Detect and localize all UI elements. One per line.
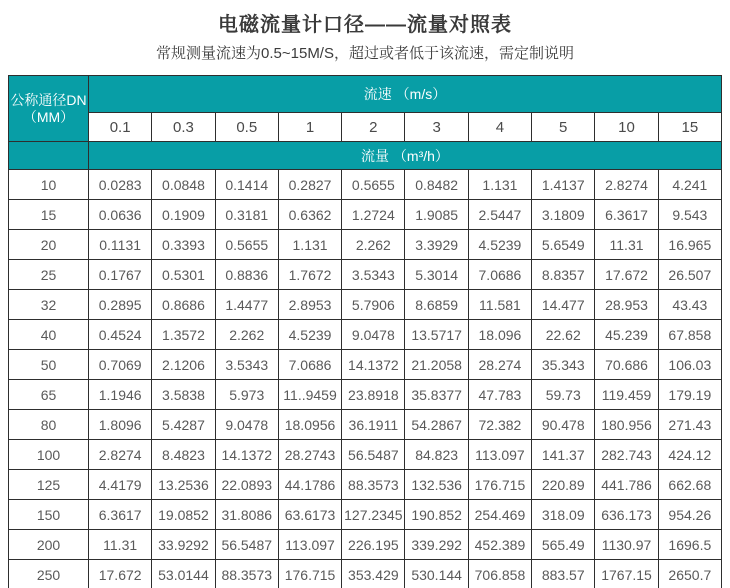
flow-value-cell: 31.8086 — [215, 500, 278, 530]
flow-value-cell: 9.0478 — [342, 320, 405, 350]
flow-value-cell: 18.0956 — [278, 410, 341, 440]
flow-band-corner-cell — [9, 142, 89, 170]
flow-value-cell: 0.7069 — [89, 350, 152, 380]
dn-cell: 20 — [9, 230, 89, 260]
flow-value-cell: 3.5838 — [152, 380, 215, 410]
flow-value-cell: 28.2743 — [278, 440, 341, 470]
flow-value-cell: 179.19 — [658, 380, 721, 410]
flow-value-cell: 0.5655 — [215, 230, 278, 260]
flow-value-cell: 35.8377 — [405, 380, 468, 410]
flow-value-cell: 6.3617 — [89, 500, 152, 530]
flow-value-cell: 0.5301 — [152, 260, 215, 290]
flow-value-cell: 0.2895 — [89, 290, 152, 320]
flow-value-cell: 0.0283 — [89, 170, 152, 200]
table-row — [9, 170, 722, 200]
flow-value-cell: 13.2536 — [152, 470, 215, 500]
flow-value-cell: 26.507 — [658, 260, 721, 290]
table-row — [9, 320, 722, 350]
velocity-value-cell: 10 — [595, 113, 658, 142]
flow-value-cell: 3.5343 — [342, 260, 405, 290]
flow-value-cell: 113.097 — [468, 440, 531, 470]
flow-value-cell: 35.343 — [532, 350, 595, 380]
flow-group-header: 流量 （m³/h） — [89, 142, 722, 170]
flow-value-cell: 33.9292 — [152, 530, 215, 560]
dn-cell: 25 — [9, 260, 89, 290]
flow-value-cell: 4.5239 — [278, 320, 341, 350]
flow-value-cell: 1.2724 — [342, 200, 405, 230]
flow-value-cell: 0.1767 — [89, 260, 152, 290]
corner-header — [9, 76, 89, 142]
flow-value-cell: 2.262 — [215, 320, 278, 350]
flow-value-cell: 54.2867 — [405, 410, 468, 440]
flow-value-cell: 59.73 — [532, 380, 595, 410]
velocity-values-row — [9, 113, 722, 142]
flow-value-cell: 23.8918 — [342, 380, 405, 410]
flow-value-cell: 7.0686 — [278, 350, 341, 380]
flow-value-cell: 1767.15 — [595, 560, 658, 588]
table-row — [9, 200, 722, 230]
flow-value-cell: 0.3393 — [152, 230, 215, 260]
flow-value-cell: 441.786 — [595, 470, 658, 500]
flow-value-cell: 5.3014 — [405, 260, 468, 290]
flow-value-cell: 176.715 — [278, 560, 341, 588]
flow-value-cell: 63.6173 — [278, 500, 341, 530]
flow-value-cell: 22.0893 — [215, 470, 278, 500]
flow-value-cell: 2.8953 — [278, 290, 341, 320]
flow-value-cell: 119.459 — [595, 380, 658, 410]
flow-value-cell: 18.096 — [468, 320, 531, 350]
flow-value-cell: 11.31 — [595, 230, 658, 260]
flow-value-cell: 0.8482 — [405, 170, 468, 200]
flow-value-cell: 14.1372 — [215, 440, 278, 470]
dn-cell: 125 — [9, 470, 89, 500]
dn-cell: 100 — [9, 440, 89, 470]
dn-cell: 80 — [9, 410, 89, 440]
flow-value-cell: 1.131 — [468, 170, 531, 200]
dn-cell: 200 — [9, 530, 89, 560]
flow-value-cell: 19.0852 — [152, 500, 215, 530]
flow-value-cell: 17.672 — [89, 560, 152, 588]
flow-value-cell: 6.3617 — [595, 200, 658, 230]
flow-value-cell: 353.429 — [342, 560, 405, 588]
dn-cell: 15 — [9, 200, 89, 230]
flow-value-cell: 113.097 — [278, 530, 341, 560]
flow-value-cell: 0.5655 — [342, 170, 405, 200]
flow-value-cell: 3.1809 — [532, 200, 595, 230]
flow-value-cell: 141.37 — [532, 440, 595, 470]
flow-value-cell: 36.1911 — [342, 410, 405, 440]
flow-value-cell: 530.144 — [405, 560, 468, 588]
flow-value-cell: 1.3572 — [152, 320, 215, 350]
flow-value-cell: 220.89 — [532, 470, 595, 500]
flow-value-cell: 254.469 — [468, 500, 531, 530]
flow-value-cell: 2.262 — [342, 230, 405, 260]
flow-band-row — [9, 142, 722, 170]
flow-value-cell: 16.965 — [658, 230, 721, 260]
flow-value-cell: 2.8274 — [595, 170, 658, 200]
flow-value-cell: 4.4179 — [89, 470, 152, 500]
dn-cell: 32 — [9, 290, 89, 320]
flow-value-cell: 43.43 — [658, 290, 721, 320]
table-row — [9, 260, 722, 290]
page-title: 电磁流量计口径——流量对照表 — [218, 14, 512, 36]
flow-value-cell: 11.31 — [89, 530, 152, 560]
velocity-value-cell: 1 — [278, 113, 341, 142]
flow-value-cell: 180.956 — [595, 410, 658, 440]
flow-value-cell: 5.4287 — [152, 410, 215, 440]
flow-value-cell: 5.973 — [215, 380, 278, 410]
flow-value-cell: 271.43 — [658, 410, 721, 440]
flow-value-cell: 2.1206 — [152, 350, 215, 380]
flow-value-cell: 282.743 — [595, 440, 658, 470]
flow-value-cell: 0.4524 — [89, 320, 152, 350]
flow-value-cell: 84.823 — [405, 440, 468, 470]
flow-value-cell: 1.4477 — [215, 290, 278, 320]
flow-value-cell: 9.0478 — [215, 410, 278, 440]
flow-value-cell: 28.953 — [595, 290, 658, 320]
flow-value-cell: 190.852 — [405, 500, 468, 530]
flow-value-cell: 70.686 — [595, 350, 658, 380]
flow-value-cell: 1.131 — [278, 230, 341, 260]
flow-value-cell: 17.672 — [595, 260, 658, 290]
flow-value-cell: 127.2345 — [342, 500, 405, 530]
velocity-value-cell: 0.3 — [152, 113, 215, 142]
flow-value-cell: 339.292 — [405, 530, 468, 560]
velocity-value-cell: 15 — [658, 113, 721, 142]
flow-value-cell: 2650.7 — [658, 560, 721, 588]
flow-value-cell: 8.4823 — [152, 440, 215, 470]
velocity-group-header: 流速 （m/s） — [89, 76, 722, 113]
flow-value-cell: 67.858 — [658, 320, 721, 350]
flow-value-cell: 11.581 — [468, 290, 531, 320]
table-row — [9, 290, 722, 320]
flow-value-cell: 1.8096 — [89, 410, 152, 440]
flow-value-cell: 2.8274 — [89, 440, 152, 470]
flow-value-cell: 0.1909 — [152, 200, 215, 230]
table-row — [9, 410, 722, 440]
table-row — [9, 230, 722, 260]
velocity-value-cell: 3 — [405, 113, 468, 142]
flow-value-cell: 1130.97 — [595, 530, 658, 560]
velocity-value-cell: 0.5 — [215, 113, 278, 142]
flow-value-cell: 56.5487 — [215, 530, 278, 560]
flow-value-cell: 72.382 — [468, 410, 531, 440]
flow-value-cell: 452.389 — [468, 530, 531, 560]
flow-value-cell: 3.3929 — [405, 230, 468, 260]
flow-value-cell: 44.1786 — [278, 470, 341, 500]
flow-value-cell: 424.12 — [658, 440, 721, 470]
flow-value-cell: 9.543 — [658, 200, 721, 230]
velocity-band-row — [9, 76, 722, 113]
table-row — [9, 530, 722, 560]
flow-value-cell: 88.3573 — [215, 560, 278, 588]
flow-value-cell: 8.6859 — [405, 290, 468, 320]
flow-value-cell: 2.5447 — [468, 200, 531, 230]
velocity-value-cell: 2 — [342, 113, 405, 142]
table-body — [9, 170, 722, 588]
flow-value-cell: 22.62 — [532, 320, 595, 350]
dn-cell: 40 — [9, 320, 89, 350]
flow-value-cell: 90.478 — [532, 410, 595, 440]
flow-value-cell: 0.3181 — [215, 200, 278, 230]
flow-value-cell: 0.1131 — [89, 230, 152, 260]
table-row — [9, 440, 722, 470]
flow-value-cell: 706.858 — [468, 560, 531, 588]
flow-value-cell: 1.1946 — [89, 380, 152, 410]
table-row — [9, 500, 722, 530]
flow-value-cell: 3.5343 — [215, 350, 278, 380]
flow-value-cell: 8.8357 — [532, 260, 595, 290]
flow-value-cell: 0.8836 — [215, 260, 278, 290]
flow-value-cell: 1.9085 — [405, 200, 468, 230]
flow-value-cell: 226.195 — [342, 530, 405, 560]
dn-cell: 150 — [9, 500, 89, 530]
table-row — [9, 470, 722, 500]
flow-value-cell: 5.7906 — [342, 290, 405, 320]
flow-value-cell: 565.49 — [532, 530, 595, 560]
dn-cell: 65 — [9, 380, 89, 410]
flow-value-cell: 53.0144 — [152, 560, 215, 588]
dn-cell: 250 — [9, 560, 89, 588]
flow-value-cell: 7.0686 — [468, 260, 531, 290]
flow-value-cell: 13.5717 — [405, 320, 468, 350]
flow-value-cell: 5.6549 — [532, 230, 595, 260]
flow-value-cell: 0.1414 — [215, 170, 278, 200]
flow-value-cell: 14.1372 — [342, 350, 405, 380]
flow-value-cell: 176.715 — [468, 470, 531, 500]
flow-value-cell: 883.57 — [532, 560, 595, 588]
flow-value-cell: 662.68 — [658, 470, 721, 500]
flow-value-cell: 318.09 — [532, 500, 595, 530]
corner-header-line2: （MM） — [22, 108, 75, 125]
flow-value-cell: 636.173 — [595, 500, 658, 530]
corner-header-line1: 公称通径DN — [10, 91, 87, 108]
flow-value-cell: 47.783 — [468, 380, 531, 410]
flow-value-cell: 88.3573 — [342, 470, 405, 500]
flow-value-cell: 0.2827 — [278, 170, 341, 200]
velocity-value-cell: 4 — [468, 113, 531, 142]
flow-value-cell: 21.2058 — [405, 350, 468, 380]
table-row — [9, 560, 722, 588]
flow-value-cell: 106.03 — [658, 350, 721, 380]
flow-comparison-table — [8, 75, 722, 588]
table-row — [9, 380, 722, 410]
flow-value-cell: 1696.5 — [658, 530, 721, 560]
flow-value-cell: 45.239 — [595, 320, 658, 350]
flow-value-cell: 954.26 — [658, 500, 721, 530]
flow-value-cell: 132.536 — [405, 470, 468, 500]
page-subtitle: 常规测量流速为0.5~15M/S，超过或者低于该流速，需定制说明 — [156, 45, 574, 62]
flow-value-cell: 4.5239 — [468, 230, 531, 260]
dn-cell: 50 — [9, 350, 89, 380]
table-row — [9, 350, 722, 380]
dn-cell: 10 — [9, 170, 89, 200]
flow-value-cell: 1.7672 — [278, 260, 341, 290]
flow-value-cell: 4.241 — [658, 170, 721, 200]
flow-value-cell: 14.477 — [532, 290, 595, 320]
flow-value-cell: 56.5487 — [342, 440, 405, 470]
flow-value-cell: 0.0848 — [152, 170, 215, 200]
flow-value-cell: 28.274 — [468, 350, 531, 380]
velocity-value-cell: 5 — [532, 113, 595, 142]
flow-value-cell: 1.4137 — [532, 170, 595, 200]
velocity-value-cell: 0.1 — [89, 113, 152, 142]
flow-value-cell: 0.0636 — [89, 200, 152, 230]
flow-value-cell: 0.6362 — [278, 200, 341, 230]
flow-value-cell: 11..9459 — [278, 380, 341, 410]
flow-value-cell: 0.8686 — [152, 290, 215, 320]
